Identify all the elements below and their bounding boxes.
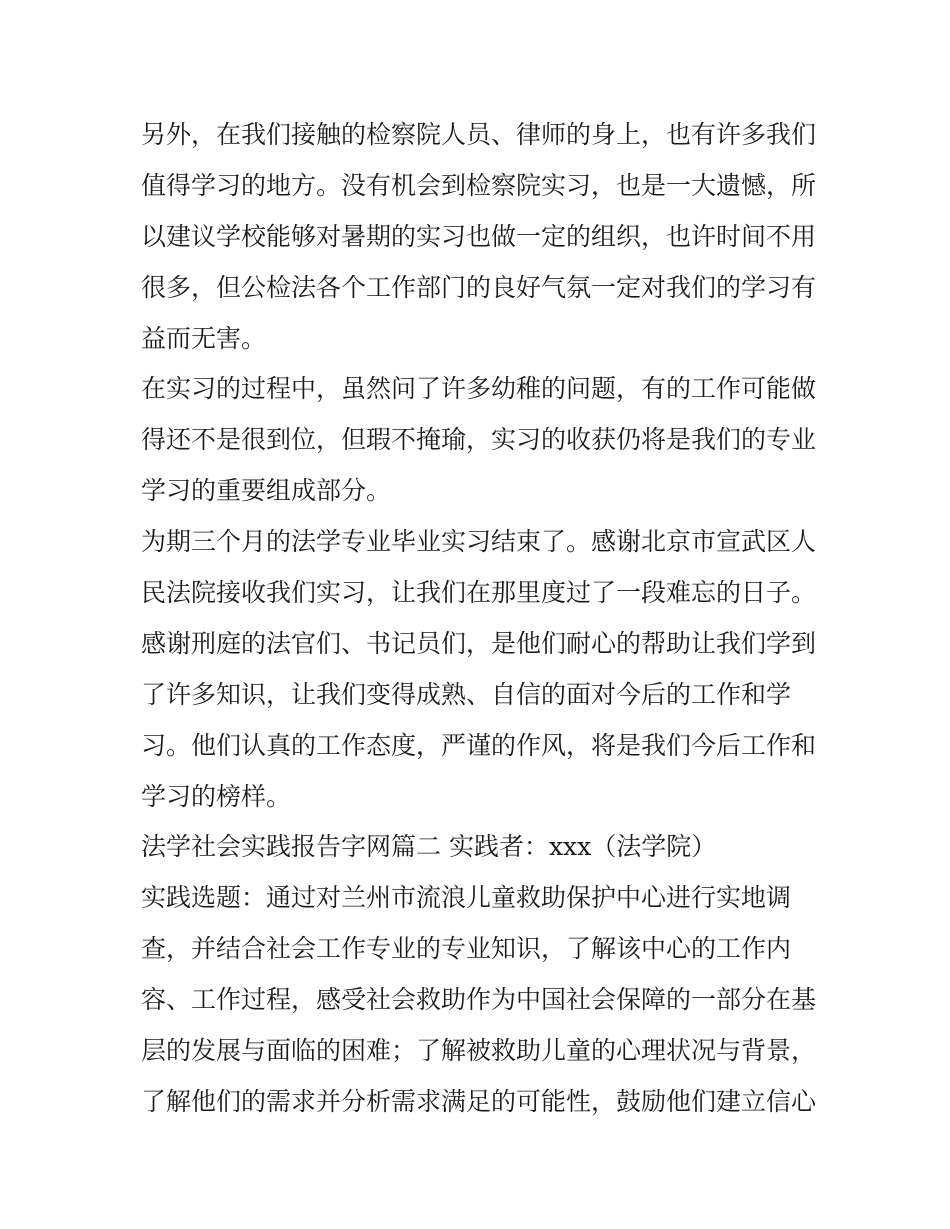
- text-line: 民法院接收我们实习，让我们在那里度过了一段难忘的日子。: [141, 578, 817, 608]
- text-line: 感谢刑庭的法官们、书记员们，是他们耐心的帮助让我们学到: [141, 628, 817, 658]
- section-heading-line: 法学社会实践报告字网篇二 实践者：xxx（法学院）: [141, 832, 717, 862]
- text-line: 在实习的过程中，虽然问了许多幼稚的问题，有的工作可能做: [141, 374, 817, 404]
- text-line: 容、工作过程，感受社会救助作为中国社会保障的一部分在基: [141, 985, 817, 1015]
- text-line: 学习的重要组成部分。: [141, 476, 392, 506]
- text-line: 查，并结合社会工作专业的专业知识，了解该中心的工作内: [141, 934, 792, 964]
- text-line: 了解他们的需求并分析需求满足的可能性，鼓励他们建立信心: [141, 1086, 817, 1116]
- text-line: 层的发展与面临的困难；了解被救助儿童的心理状况与背景，: [141, 1036, 817, 1066]
- text-line: 另外，在我们接触的检察院人员、律师的身上，也有许多我们: [141, 120, 817, 149]
- document-body: [141, 110, 821, 1128]
- text-line: 学习的榜样。: [141, 781, 292, 811]
- text-line: 益而无害。: [141, 323, 267, 353]
- text-line: 很多，但公检法各个工作部门的良好气氛一定对我们的学习有: [141, 272, 817, 302]
- text-line: 实践选题：通过对兰州市流浪儿童救助保护中心进行实地调: [141, 883, 792, 913]
- text-line: 为期三个月的法学专业毕业实习结束了。感谢北京市宣武区人: [141, 527, 817, 557]
- text-line: 了许多知识，让我们变得成熟、自信的面对今后的工作和学: [141, 679, 792, 709]
- text-line: 习。他们认真的工作态度，严谨的作风，将是我们今后工作和: [141, 730, 817, 760]
- text-line: 得还不是很到位，但瑕不掩瑜，实习的收获仍将是我们的专业: [141, 425, 817, 455]
- text-line: 以建议学校能够对暑期的实习也做一定的组织，也许时间不用: [141, 221, 817, 251]
- text-line: 值得学习的地方。没有机会到检察院实习，也是一大遗憾，所: [141, 170, 817, 200]
